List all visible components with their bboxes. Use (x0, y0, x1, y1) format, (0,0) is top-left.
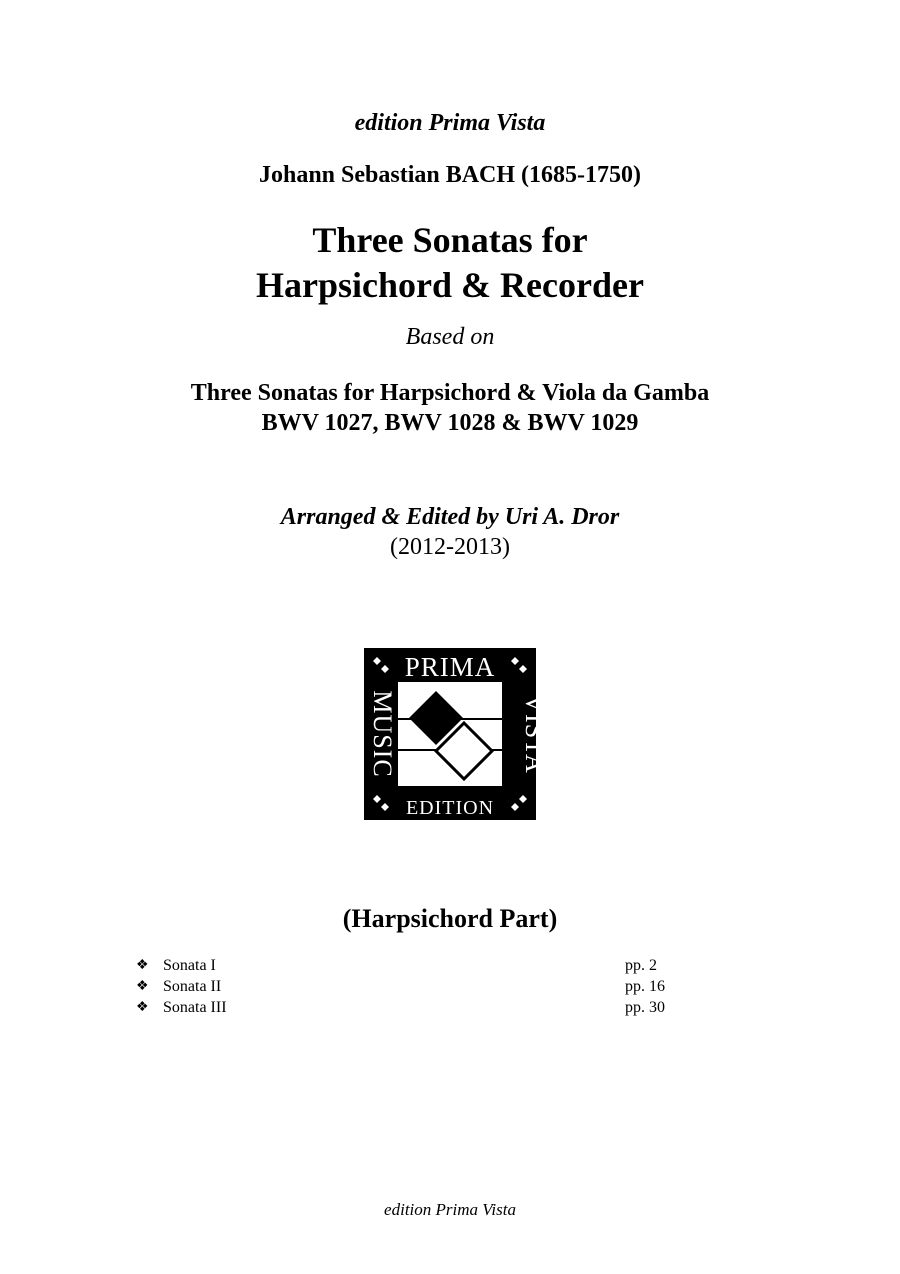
source-work-line-1: Three Sonatas for Harpsichord & Viola da Gamba (190, 380, 710, 406)
toc-item-page: pp. 2 (625, 957, 657, 974)
composer-name: Johann Sebastian BACH (1685-1750) (258, 162, 642, 188)
logo-word-edition: EDITION (405, 797, 495, 819)
based-on-label: Based on (405, 324, 495, 350)
table-of-contents (134, 955, 694, 1018)
toc-item-page: pp. 30 (625, 999, 665, 1016)
publisher-name: edition Prima Vista (354, 110, 546, 136)
diamond-bullet-icon: ❖ (136, 1000, 149, 1015)
logo-word-music: MUSIC (368, 690, 397, 778)
toc-item (134, 997, 694, 1018)
part-label: (Harpsichord Part) (342, 904, 558, 933)
work-title-line-2: Harpsichord & Recorder (256, 265, 644, 305)
diamond-bullet-icon: ❖ (136, 958, 149, 973)
logo-inner-square (398, 682, 502, 786)
logo-word-vista: VISTA (520, 694, 549, 774)
prima-vista-logo (364, 648, 549, 820)
arranger-credit: Arranged & Edited by Uri A. Dror (280, 504, 620, 530)
diamond-bullet-icon: ❖ (136, 979, 149, 994)
source-work-line-2: BWV 1027, BWV 1028 & BWV 1029 (261, 410, 639, 436)
toc-item (134, 976, 694, 997)
logo-word-prima: PRIMA (404, 652, 496, 682)
arrangement-years: (2012-2013) (390, 534, 510, 560)
toc-item-label: Sonata I (163, 957, 216, 974)
source-work (0, 378, 900, 438)
work-title (0, 218, 900, 308)
work-title-line-1: Three Sonatas for (312, 220, 588, 260)
footer-publisher-name: edition Prima Vista (384, 1200, 516, 1219)
toc-item-label: Sonata II (163, 978, 222, 995)
toc-item-page: pp. 16 (625, 978, 665, 995)
toc-item (134, 955, 694, 976)
toc-item-label: Sonata III (163, 999, 227, 1016)
